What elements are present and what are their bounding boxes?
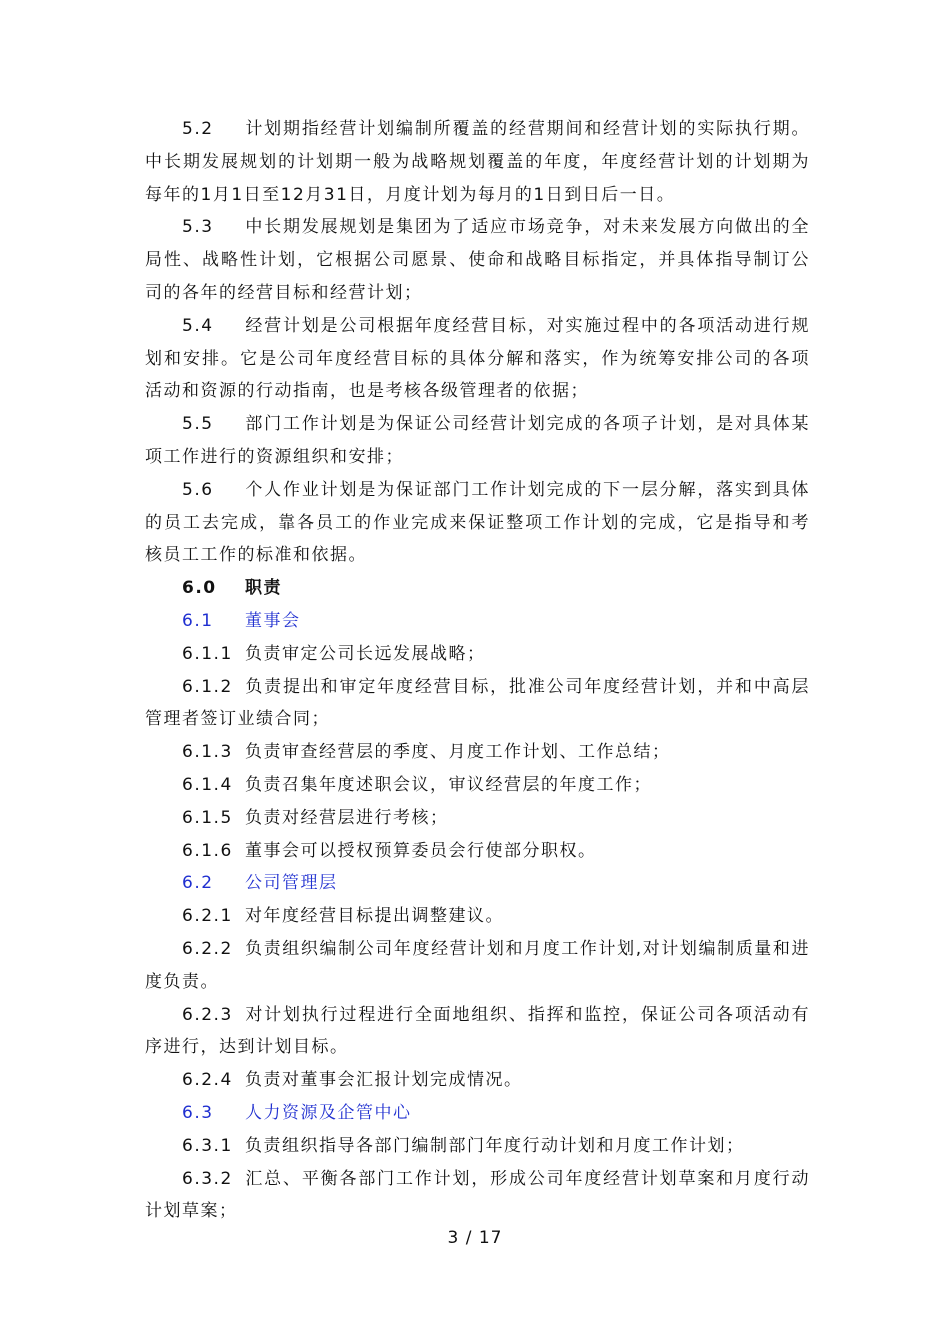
clause-5-3 [145,211,810,309]
item-text: 汇总、平衡各部门工作计划，形成公司年度经营计划草案和月度行动计划草案； [145,1168,810,1222]
item-6-1-5 [145,802,810,835]
subsection-number: 6.2 [182,873,214,894]
item-6-1-1 [145,638,810,671]
clause-text: 个人作业计划是为保证部门工作计划完成的下一层分解，落实到具体的员工去完成，靠各员工的作业完成来保证整项工作计划的完成，它是指导和考核员工工作的标准和依据。 [145,479,810,566]
item-text: 负责对董事会汇报计划完成情况。 [245,1070,523,1091]
item-number: 6.1.2 [182,676,233,697]
subsection-heading-6-3 [145,1097,810,1130]
item-number: 6.1.3 [182,742,233,763]
item-6-1-6 [145,835,810,868]
subsection-heading-6-1 [145,605,810,638]
clause-number: 5.6 [182,479,214,500]
subsection-title: 人力资源及企管中心 [245,1102,412,1123]
clause-number: 5.2 [182,119,214,139]
item-6-2-4 [145,1064,810,1097]
clause-5-6 [145,474,810,572]
item-text: 负责提出和审定年度经营目标，批准公司年度经营计划，并和中高层管理者签订业绩合同； [145,676,810,730]
clause-text: 中长期发展规划是集团为了适应市场竞争，对未来发展方向做出的全局性、战略性计划，它根据公司愿景、使命和战略目标指定，并具体指导制订公司的各年的经营目标和经营计划； [145,217,810,303]
item-6-1-3 [145,736,810,769]
page-body [145,113,810,1228]
item-number: 6.1.6 [182,840,233,861]
item-6-1-4 [145,769,810,802]
clause-5-4 [145,310,810,408]
item-text: 董事会可以授权预算委员会行使部分职权。 [245,840,597,861]
item-6-3-2 [145,1163,810,1229]
item-number: 6.1.1 [182,643,233,664]
section-heading-6-0 [145,572,810,605]
clause-number: 5.3 [182,217,214,238]
item-6-3-1 [145,1130,810,1163]
item-text: 负责审定公司长远发展战略； [245,643,486,664]
item-number: 6.1.4 [182,774,233,795]
item-6-2-1 [145,900,810,933]
item-text: 负责组织编制公司年度经营计划和月度工作计划,对计划编制质量和进度负责。 [145,938,810,992]
clause-text: 经营计划是公司根据年度经营目标，对实施过程中的各项活动进行规划和安排。它是公司年度经营目标的具体分解和落实，作为统筹安排公司的各项活动和资源的行动指南，也是考核各级管理者的依据； [145,315,810,402]
item-number: 6.2.4 [182,1070,233,1091]
item-number: 6.3.1 [182,1135,233,1156]
clause-5-2 [145,113,810,211]
item-text: 对计划执行过程进行全面地组织、指挥和监控，保证公司各项活动有序进行，达到计划目标。 [145,1004,810,1058]
item-number: 6.2.2 [182,938,233,959]
clause-number: 5.5 [182,414,214,435]
subsection-title: 董事会 [245,610,301,631]
section-number: 6.0 [182,578,217,599]
item-text: 负责组织指导各部门编制部门年度行动计划和月度工作计划； [245,1135,745,1156]
item-text: 对年度经营目标提出调整建议。 [245,906,504,927]
item-6-2-2 [145,933,810,999]
subsection-heading-6-2 [145,867,810,900]
item-text: 负责对经营层进行考核； [245,807,449,828]
item-number: 6.3.2 [182,1168,233,1189]
subsection-title: 公司管理层 [245,873,338,894]
clause-number: 5.4 [182,315,214,336]
page-number: 3 / 17 [447,1228,503,1248]
item-text: 负责审查经营层的季度、月度工作计划、工作总结； [245,742,671,763]
section-title: 职责 [245,578,282,599]
item-6-2-3 [145,999,810,1065]
item-number: 6.2.1 [182,906,233,927]
item-number: 6.1.5 [182,807,233,828]
item-6-1-2 [145,671,810,737]
item-text: 负责召集年度述职会议，审议经营层的年度工作； [245,774,652,795]
subsection-number: 6.1 [182,610,214,631]
clause-text: 计划期指经营计划编制所覆盖的经营期间和经营计划的实际执行期。中长期发展规划的计划期一般为战略规划覆盖的年度，年度经营计划的计划期为每年的1月1日至12月31日，月度计划为每月的1日到日后一日。 [145,119,810,205]
clause-5-5 [145,408,810,474]
item-number: 6.2.3 [182,1004,233,1025]
clause-text: 部门工作计划是为保证公司经营计划完成的各项子计划，是对具体某项工作进行的资源组织和安排； [145,414,810,467]
subsection-number: 6.3 [182,1102,214,1123]
